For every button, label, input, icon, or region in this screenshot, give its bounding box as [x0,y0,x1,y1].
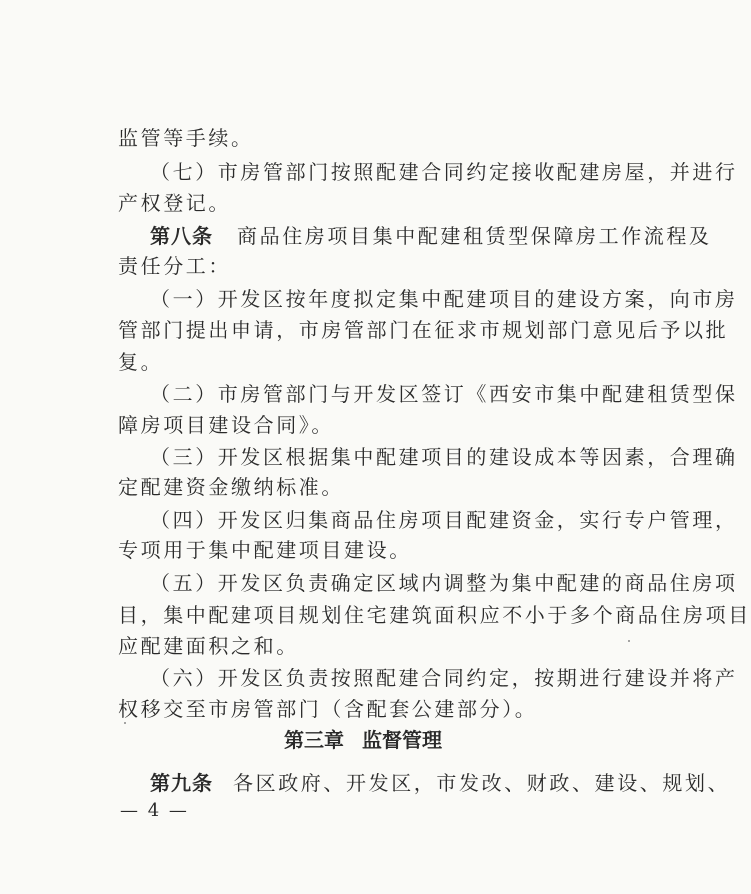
text-line: 定配建资金缴纳标准。 [118,475,344,499]
article-8-text: 商品住房项目集中配建租赁型保障房工作流程及 [237,224,712,248]
article-8-line [150,223,712,249]
scan-speck [628,640,630,642]
chapter-title: 监督管理 [362,728,442,752]
text-line: （七）市房管部门按照配建合同约定接收配建房屋，并进行 [150,160,738,184]
text-line: 产权登记。 [118,191,231,215]
text-line: 复。 [118,350,164,374]
article-9-line [150,770,730,796]
text-line: （六）开发区负责按照配建合同约定，按期进行建设并将产 [150,666,738,690]
page-number: — 4 — [120,800,189,821]
chapter-number: 第三章 [284,728,344,752]
text-line: （五）开发区负责确定区域内调整为集中配建的商品住房项 [150,571,738,595]
text-line: 权移交至市房管部门（含配套公建部分）。 [118,697,538,721]
article-9-text: 各区政府、开发区，市发改、财政、建设、规划、 [233,771,731,795]
text-line: 目，集中配建项目规划住宅建筑面积应不小于多个商品住房项目 [118,603,751,627]
scan-speck [124,722,126,724]
article-9-label: 第九条 [150,771,213,795]
text-line: （四）开发区归集商品住房项目配建资金，实行专户管理， [150,508,738,532]
article-8-label: 第八条 [150,224,213,248]
text-line: （二）市房管部门与开发区签订《西安市集中配建租赁型保 [150,382,738,406]
text-line: 专项用于集中配建项目建设。 [118,538,412,562]
text-line: （一）开发区按年度拟定集中配建项目的建设方案，向市房 [150,287,738,311]
text-line: 监管等手续。 [118,126,254,150]
text-line: （三）开发区根据集中配建项目的建设成本等因素，合理确 [150,445,738,469]
text-line: 责任分工： [118,254,231,278]
chapter-heading [284,727,442,753]
text-line: 管部门提出申请，市房管部门在征求市规划部门意见后予以批 [118,318,729,342]
text-line: 应配建面积之和。 [118,634,299,658]
text-line: 障房项目建设合同》。 [118,413,334,437]
